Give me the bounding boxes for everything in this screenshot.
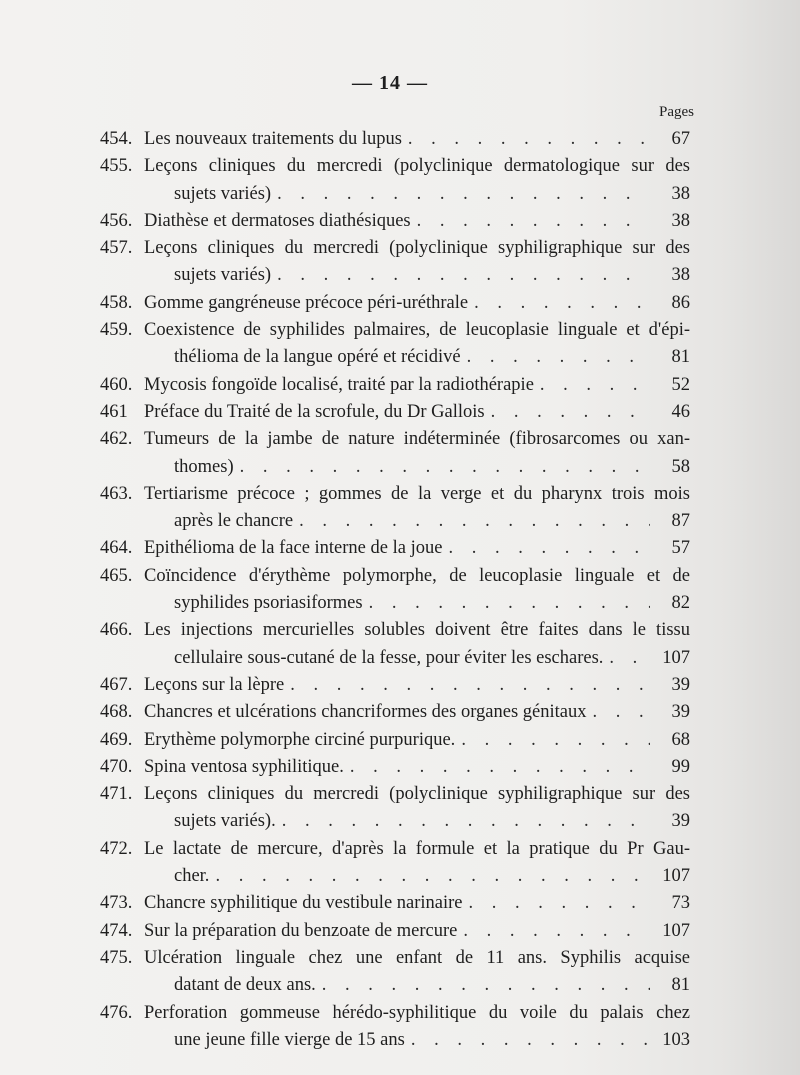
entry-title: Gomme gangréneuse précoce péri-uréthrale <box>144 292 469 313</box>
dot-leader <box>276 808 650 835</box>
entry-title: Préface du Traité de la scrofule, du Dr Gallois <box>144 401 485 422</box>
toc-entry-line <box>100 262 690 289</box>
toc-entry <box>100 918 690 945</box>
entry-title: Tumeurs de la jambe de nature indéterminée (fibrosarcomes ou xan- <box>144 429 690 450</box>
entry-page-number: 38 <box>671 265 690 286</box>
entry-title: thomes) <box>174 456 234 477</box>
dot-leader <box>586 699 650 726</box>
dot-leader <box>344 754 650 781</box>
entry-title: après le chancre <box>174 511 294 532</box>
toc-entry <box>100 672 690 699</box>
toc-entry <box>100 754 690 781</box>
entry-title: Chancre syphilitique du vestibule narinaire <box>144 893 463 914</box>
toc-entry <box>100 317 690 372</box>
entry-title: Diathèse et dermatoses diathésiques <box>144 210 411 231</box>
entry-page-number: 52 <box>671 374 690 395</box>
entry-number: 458. <box>100 292 133 313</box>
entry-number: 467. <box>100 674 133 695</box>
toc-entry-line <box>100 399 690 426</box>
entry-title: cellulaire sous-cutané de la fesse, pour éviter les eschares. <box>174 647 604 668</box>
entry-title: Le lactate de mercure, d'après la formule et la pratique du Pr Gau- <box>144 838 690 859</box>
entry-number: 476. <box>100 1002 133 1023</box>
entry-number: 469. <box>100 729 133 750</box>
dot-leader <box>442 535 650 562</box>
toc-entry <box>100 153 690 208</box>
entry-number: 470. <box>100 756 133 777</box>
toc-entry-line <box>100 617 690 644</box>
page-number: — 14 — <box>352 72 428 94</box>
entry-title: sujets variés). <box>174 811 276 832</box>
toc-entry-line <box>100 918 690 945</box>
dot-leader <box>293 508 650 535</box>
toc-entry <box>100 235 690 290</box>
entry-page-number: 99 <box>671 756 690 777</box>
toc-entry <box>100 563 690 618</box>
entry-title: thélioma de la langue opéré et récidivé <box>174 347 461 368</box>
toc-entry <box>100 126 690 153</box>
toc-entry-line <box>100 808 690 835</box>
entry-title: une jeune fille vierge de 15 ans <box>174 1029 405 1050</box>
dot-leader <box>209 863 650 890</box>
toc-entry-line <box>100 945 690 972</box>
entry-page-number: 107 <box>662 866 690 887</box>
dot-leader <box>284 672 650 699</box>
entry-number: 474. <box>100 920 133 941</box>
toc-entry-line <box>100 836 690 863</box>
entry-number: 455. <box>100 156 133 177</box>
entry-number: 465. <box>100 565 133 586</box>
toc-entry <box>100 399 690 426</box>
toc-entry-line <box>100 372 690 399</box>
entry-title: Les nouveaux traitements du lupus <box>144 129 402 149</box>
entry-number: 461 <box>100 401 128 422</box>
dot-leader <box>534 372 650 399</box>
entry-number: 473. <box>100 893 133 914</box>
toc-entry-line <box>100 781 690 808</box>
entry-page-number: 87 <box>671 511 690 532</box>
entry-title: Sur la préparation du benzoate de mercure <box>144 920 458 941</box>
toc-entry-line <box>100 863 690 890</box>
toc-entry-line <box>100 699 690 726</box>
toc-entry-line <box>100 754 690 781</box>
entry-title: Erythème polymorphe circiné purpurique. <box>144 729 456 750</box>
toc-entry <box>100 481 690 536</box>
entry-page-number: 39 <box>671 702 690 723</box>
toc-entry <box>100 890 690 917</box>
entry-title: Spina ventosa syphilitique. <box>144 756 344 777</box>
toc-entry <box>100 727 690 754</box>
toc-entry-line <box>100 153 690 180</box>
entry-number: 457. <box>100 238 133 259</box>
entry-title: Leçons sur la lèpre <box>144 674 285 695</box>
entry-title: Coïncidence d'érythème polymorphe, de leucoplasie linguale et de <box>144 565 690 586</box>
dot-leader <box>468 290 650 317</box>
entry-title: Les injections mercurielles solubles doivent être faites dans le tissu <box>144 620 690 641</box>
entry-title: Leçons cliniques du mercredi (polyclinique syphiligraphique sur des <box>144 238 690 259</box>
entry-number: 468. <box>100 702 133 723</box>
entry-page-number: 103 <box>662 1029 690 1050</box>
entry-title: datant de deux ans. <box>174 975 316 996</box>
dot-leader <box>363 590 650 617</box>
toc-entry-line <box>100 535 690 562</box>
toc-entry <box>100 945 690 1000</box>
toc-entry <box>100 535 690 562</box>
toc-entry-line <box>100 481 690 508</box>
dot-leader <box>603 645 650 672</box>
entry-page-number: 68 <box>671 729 690 750</box>
dot-leader <box>271 262 650 289</box>
entry-number: 471. <box>100 784 133 805</box>
entry-title: syphilides psoriasiformes <box>174 593 363 614</box>
toc-entry-line <box>100 344 690 371</box>
toc-entry-line <box>100 1000 690 1027</box>
entry-page-number: 58 <box>671 456 690 477</box>
toc-entry-line <box>100 126 690 153</box>
toc-entry-line <box>100 563 690 590</box>
entry-page-number: 81 <box>671 347 690 368</box>
toc-entry-line <box>100 181 690 208</box>
table-of-contents <box>100 126 690 1054</box>
entry-number: 459. <box>100 320 133 341</box>
entry-number: 475. <box>100 947 133 968</box>
entry-number: 456. <box>100 210 133 231</box>
toc-entry <box>100 699 690 726</box>
toc-entry <box>100 208 690 235</box>
dot-leader <box>316 972 650 999</box>
toc-entry-line <box>100 727 690 754</box>
entry-title: Ulcération linguale chez une enfant de 11 ans. Syphilis acquise <box>144 947 690 968</box>
entry-title: Mycosis fongoïde localisé, traité par la radiothérapie <box>144 374 534 395</box>
dot-leader <box>411 208 650 235</box>
dot-leader <box>457 918 650 945</box>
toc-entry-line <box>100 235 690 262</box>
toc-entry <box>100 617 690 672</box>
toc-entry <box>100 836 690 891</box>
toc-entry-line <box>100 508 690 535</box>
toc-entry <box>100 426 690 481</box>
entry-page-number: 73 <box>671 893 690 914</box>
dot-leader <box>485 399 650 426</box>
entry-page-number: 107 <box>662 920 690 941</box>
toc-entry-line <box>100 454 690 481</box>
dot-leader <box>455 727 650 754</box>
toc-entry-line <box>100 1027 690 1054</box>
entry-title: Tertiarisme précoce ; gommes de la verge et du pharynx trois mois <box>144 483 690 504</box>
entry-number: 454. <box>100 129 133 149</box>
entry-number: 472. <box>100 838 133 859</box>
entry-page-number: 46 <box>671 401 690 422</box>
entry-page-number: 82 <box>671 593 690 614</box>
entry-title: Perforation gommeuse hérédo-syphilitique du voile du palais chez <box>144 1002 690 1023</box>
pages-column-label: Pages <box>659 104 694 120</box>
dot-leader <box>463 890 650 917</box>
toc-entry-line <box>100 972 690 999</box>
toc-entry-line <box>100 890 690 917</box>
entry-page-number: 57 <box>671 538 690 559</box>
toc-entry <box>100 372 690 399</box>
entry-title: Leçons cliniques du mercredi (polyclinique syphiligraphique sur des <box>144 784 690 805</box>
toc-entry-line <box>100 645 690 672</box>
toc-entry-line <box>100 672 690 699</box>
toc-entry-line <box>100 317 690 344</box>
entry-page-number: 39 <box>671 674 690 695</box>
entry-title: Epithélioma de la face interne de la joue <box>144 538 443 559</box>
entry-title: Coexistence de syphilides palmaires, de leucoplasie linguale et d'épi- <box>144 320 690 341</box>
entry-page-number: 81 <box>671 975 690 996</box>
toc-entry <box>100 781 690 836</box>
toc-entry <box>100 290 690 317</box>
entry-number: 460. <box>100 374 133 395</box>
toc-entry-line <box>100 290 690 317</box>
entry-number: 463. <box>100 483 133 504</box>
entry-number: 462. <box>100 429 133 450</box>
toc-entry-line <box>100 426 690 453</box>
entry-title: cher. <box>174 866 210 887</box>
entry-number: 464. <box>100 538 133 559</box>
entry-page-number: 86 <box>671 292 690 313</box>
entry-page-number: 107 <box>662 647 690 668</box>
dot-leader <box>234 454 650 481</box>
toc-entry-line <box>100 590 690 617</box>
entry-number: 466. <box>100 620 133 641</box>
entry-title: Leçons cliniques du mercredi (polyclinique dermatologique sur des <box>144 156 690 177</box>
entry-page-number: 67 <box>671 129 690 149</box>
entry-page-number: 39 <box>671 811 690 832</box>
entry-page-number: 38 <box>671 183 690 204</box>
dot-leader <box>271 181 650 208</box>
entry-title: sujets variés) <box>174 183 272 204</box>
toc-entry-line <box>100 208 690 235</box>
dot-leader <box>405 1027 650 1054</box>
entry-title: sujets variés) <box>174 265 272 286</box>
entry-title: Chancres et ulcérations chancriformes des organes génitaux <box>144 702 587 723</box>
dot-leader <box>402 126 650 153</box>
entry-page-number: 38 <box>671 210 690 231</box>
dot-leader <box>461 344 650 371</box>
toc-entry <box>100 1000 690 1055</box>
